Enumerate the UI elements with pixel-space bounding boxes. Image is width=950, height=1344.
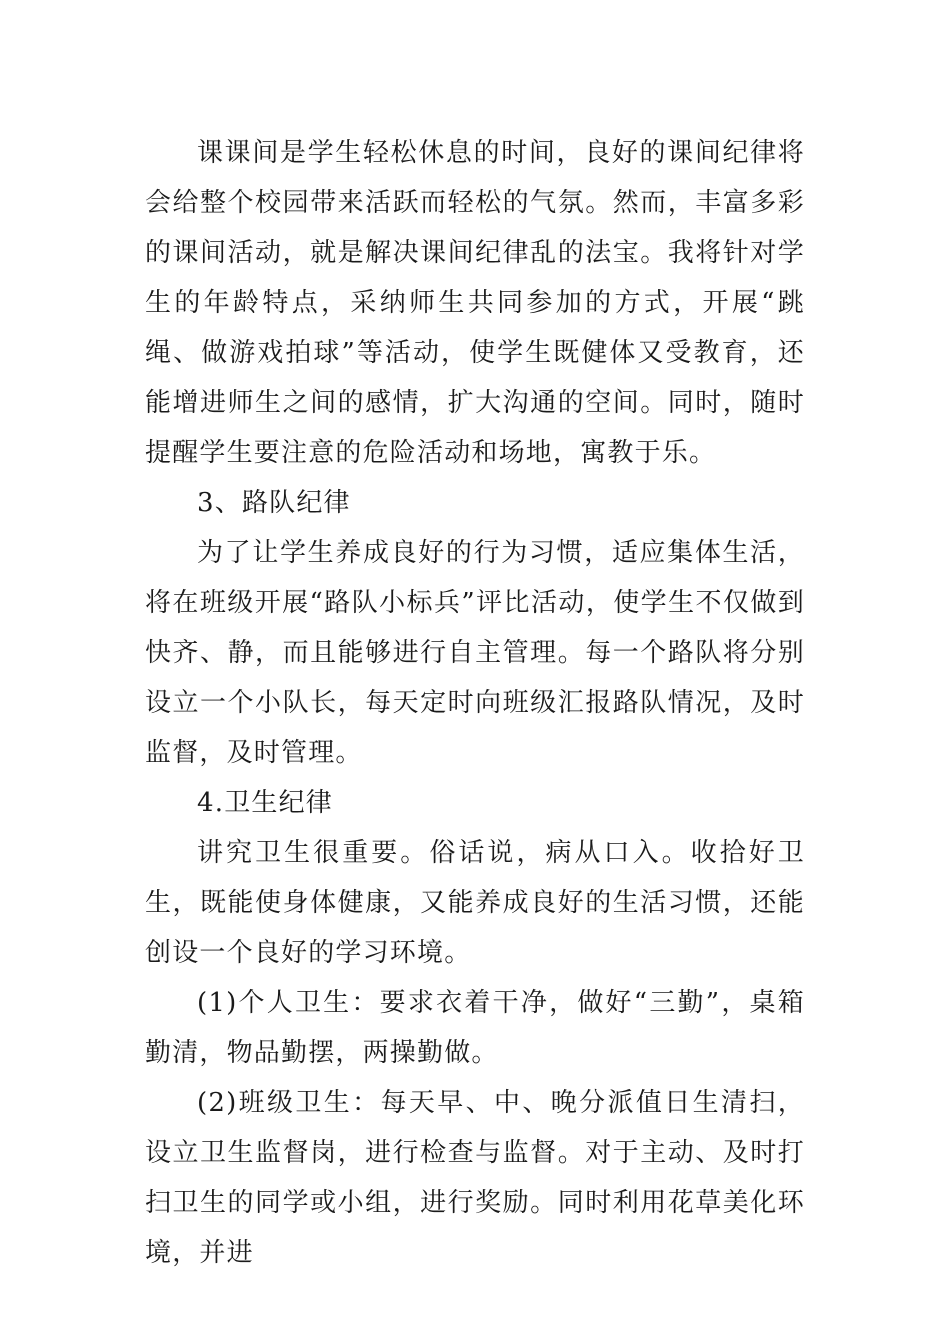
paragraph-class-hygiene: (2)班级卫生：每天早、中、晚分派值日生清扫，设立卫生监督岗，进行检查与监督。对于主动、及时打扫卫生的同学或小组，进行奖励。同时利用花草美化环境，并进 [145, 1088, 805, 1268]
paragraph-hygiene-intro: 讲究卫生很重要。俗话说，病从口入。收拾好卫生，既能使身体健康，又能养成良好的生活习惯，还能创设一个良好的学习环境。 [145, 838, 805, 968]
section-heading-queue-discipline: 3、路队纪律 [197, 488, 351, 518]
section-heading-hygiene-discipline: 4.卫生纪律 [197, 788, 334, 818]
paragraph-personal-hygiene: (1)个人卫生：要求衣着干净，做好“三勤”，桌箱勤清，物品勤摆，两操勤做。 [145, 988, 805, 1068]
paragraph-break-discipline: 课课间是学生轻松休息的时间，良好的课间纪律将会给整个校园带来活跃而轻松的气氛。然而，丰富多彩的课间活动，就是解决课间纪律乱的法宝。我将针对学生的年龄特点，采纳师生共同参加的方式，开展“跳绳、做游戏拍球”等活动，使学生既健体又受教育，还能增进师生之间的感情，扩大沟通的空间。同时，随时提醒学生要注意的危险活动和场地，寓教于乐。 [145, 138, 805, 468]
document-body [145, 128, 805, 1278]
paragraph-queue-discipline: 为了让学生养成良好的行为习惯，适应集体生活，将在班级开展“路队小标兵”评比活动，使学生不仅做到快齐、静，而且能够进行自主管理。每一个路队将分别设立一个小队长，每天定时向班级汇报路队情况，及时监督，及时管理。 [145, 538, 805, 768]
